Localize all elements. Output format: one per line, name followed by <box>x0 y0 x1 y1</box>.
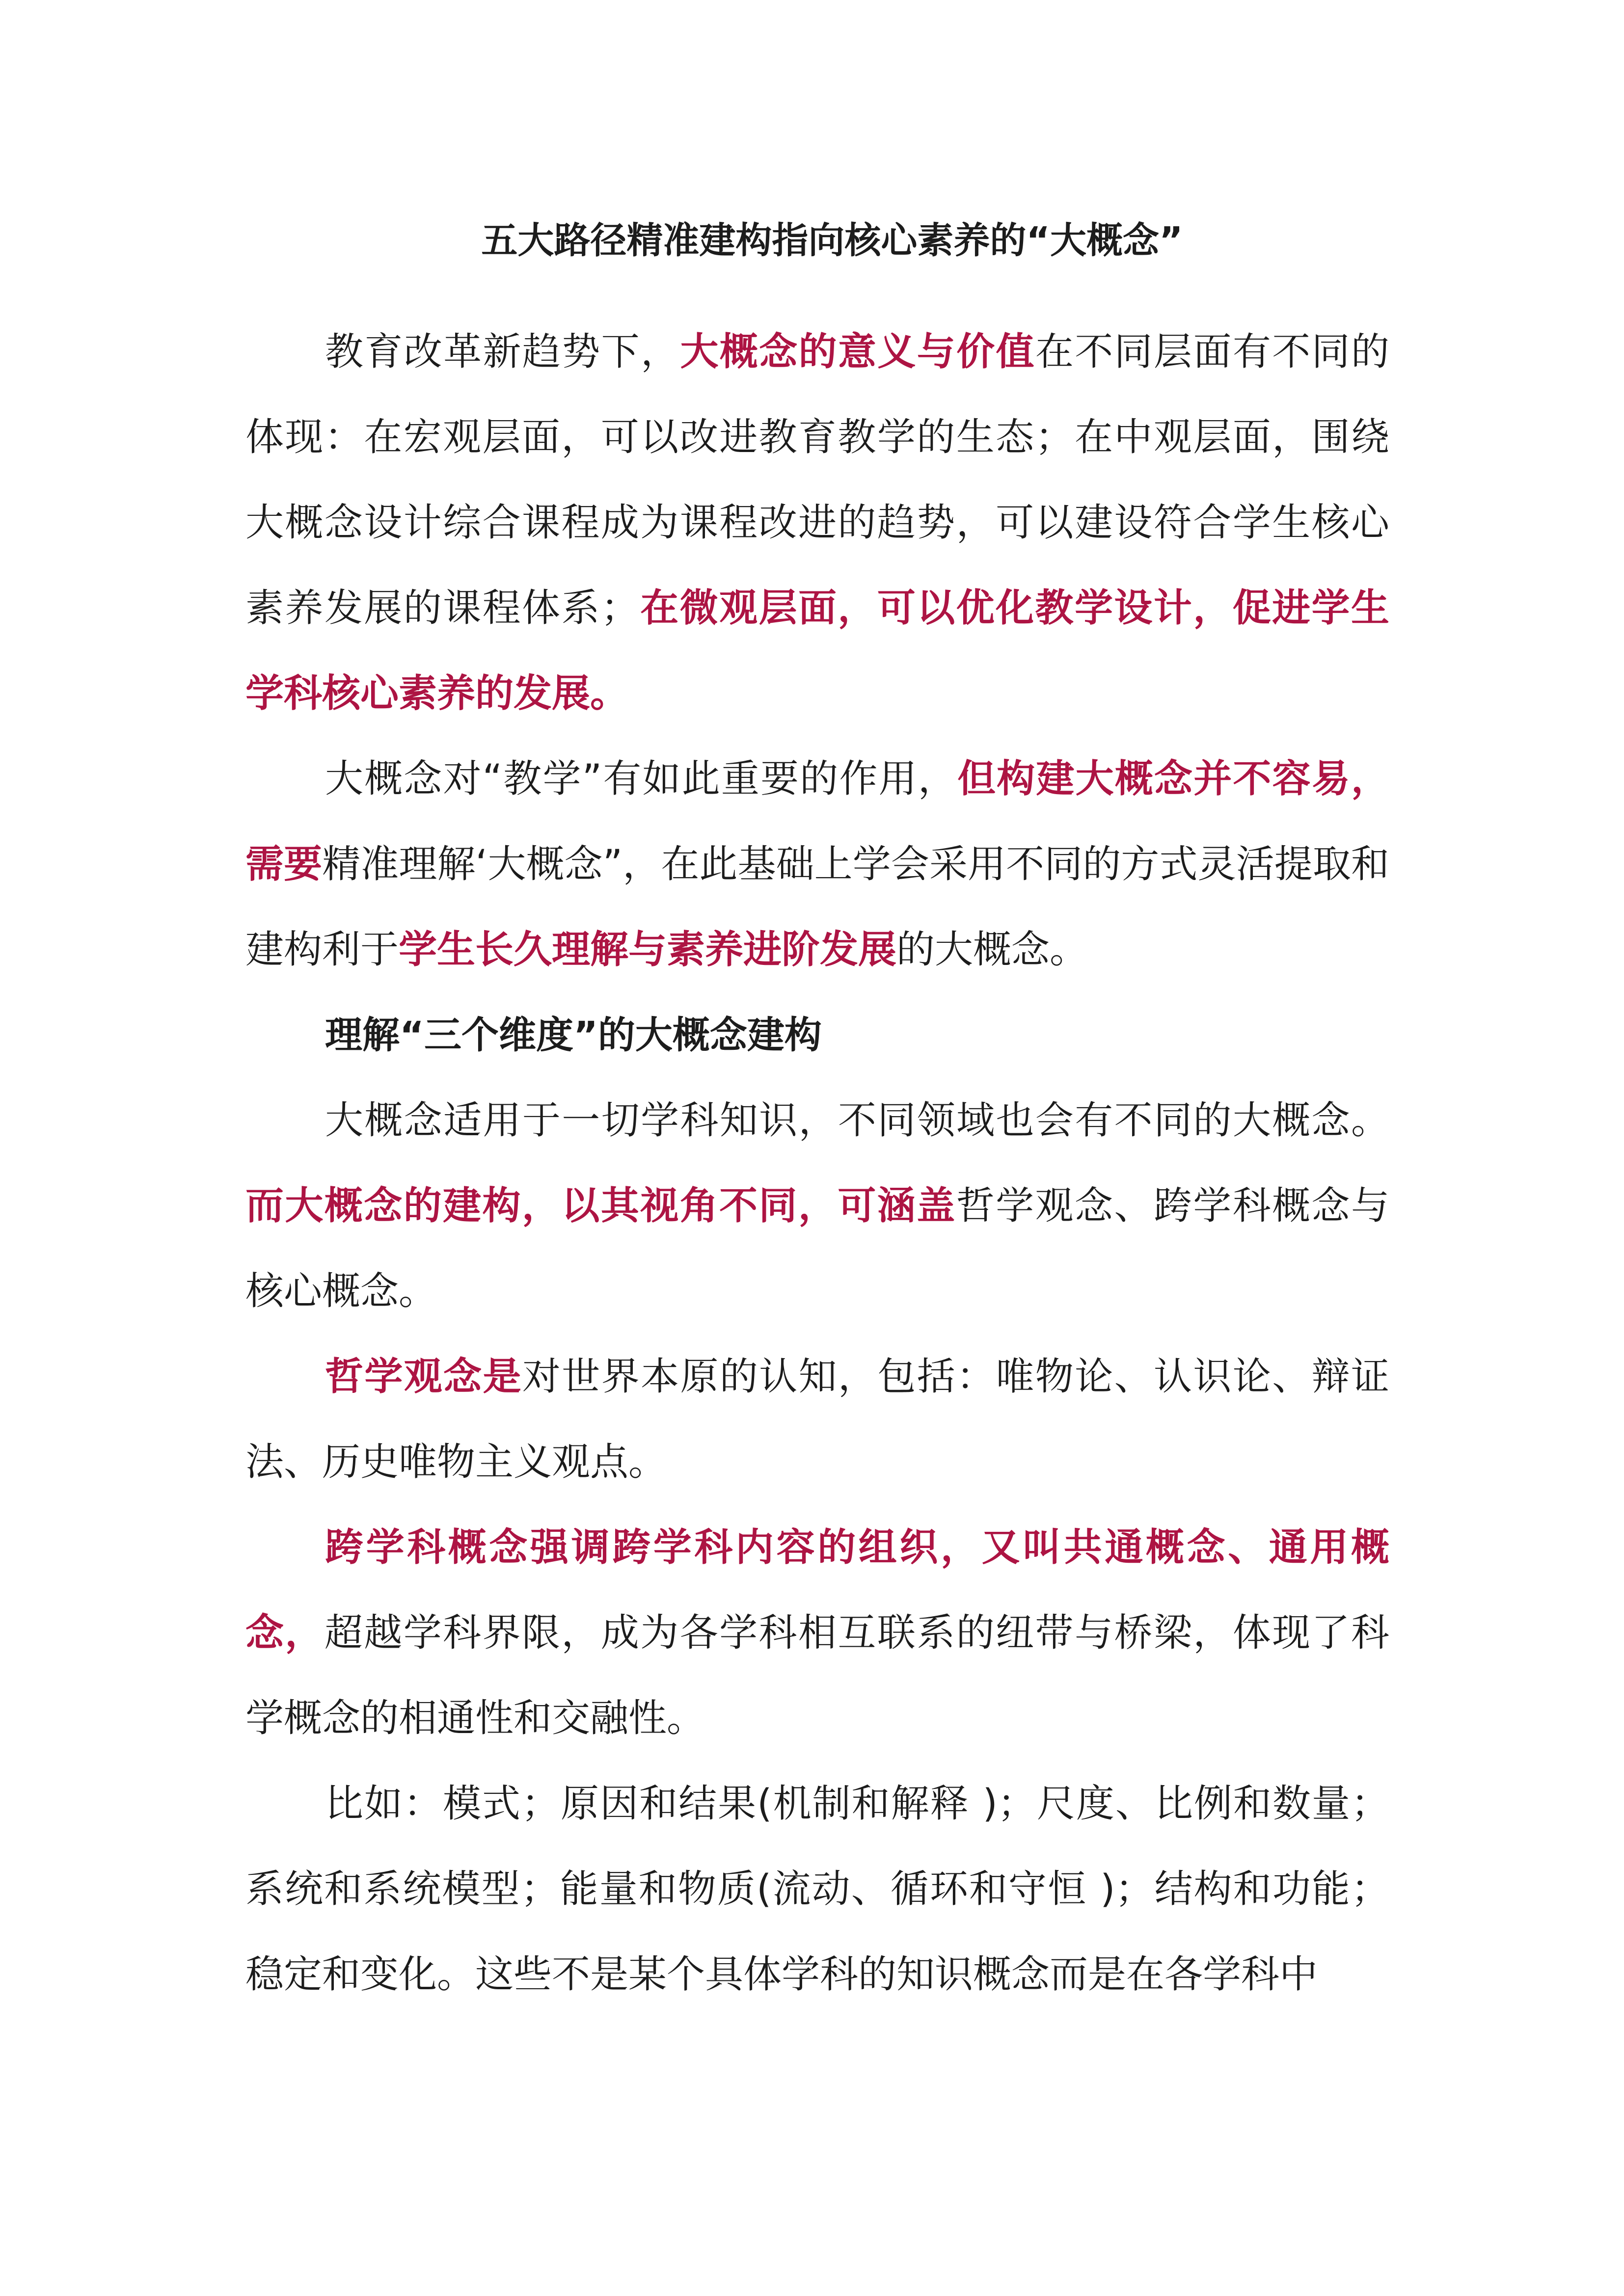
paragraph-examples <box>245 1761 1389 2017</box>
highlighted-text: 而大概念的建构，以其视角不同，可涵盖 <box>245 1184 956 1228</box>
paragraph-philosophy <box>245 1334 1389 1505</box>
paragraph-meaning-value <box>245 309 1389 736</box>
highlighted-text: 但构建大概念并不容易，需要 <box>245 757 1389 886</box>
text-run: 的大概念。 <box>896 928 1088 972</box>
document-page <box>245 216 1389 2017</box>
highlighted-text: 跨学科概念强调跨学科内容的组织，又叫共通概念、通用概念， <box>245 1525 1389 1655</box>
text-run: 比如：模式；原因和结果(机制和解释 )；尺度、比例和数量；系统和系统模型；能量和物质(流动、循环和守恒 )；结构和功能；稳定和变化。这些不是某个具体学科的知识概念而是在各学科中 <box>245 1782 1389 1997</box>
document-title: 五大路径精准建构指向核心素养的“大概念” <box>481 219 1183 262</box>
highlighted-text: 大概念的意义与价值 <box>680 330 1035 374</box>
section-heading-text: 理解“三个维度”的大概念建构 <box>325 1013 822 1057</box>
paragraph-crosscutting <box>245 1505 1389 1761</box>
paragraph-importance <box>245 736 1389 992</box>
highlighted-text: 学生长久理解与素养进阶发展 <box>399 928 897 972</box>
text-run: 对世界本原的认知，包括：唯物论、认识论、辩证法、历史唯物主义观点。 <box>245 1355 1389 1484</box>
paragraph-scope <box>245 1078 1389 1334</box>
text-run: 大概念对“教学”有如此重要的作用， <box>325 757 958 801</box>
text-run: 精准理解‘大概念”，在此基础上学会采用不同的方式灵活提取和建构利于 <box>245 842 1389 972</box>
text-run: 教育改革新趋势下， <box>325 330 680 374</box>
text-run: 大概念适用于一切学科知识，不同领域也会有不同的大概念。 <box>325 1098 1389 1143</box>
highlighted-text: 哲学观念是 <box>325 1355 522 1399</box>
text-run: 超越学科界限，成为各学科相互联系的纽带与桥梁，体现了科学概念的相通性和交融性。 <box>245 1611 1389 1740</box>
text-run: 在不同层面有不同的体现：在宏观层面，可以改进教育教学的生态；在中观层面，围绕大概念设计综合课程成为课程改进的趋势，可以建设符合学生核心素养发展的课程体系； <box>245 330 1389 630</box>
section-heading <box>245 992 1389 1078</box>
highlighted-text: 在微观层面，可以优化教学设计，促进学生学科核心素养的发展。 <box>245 586 1389 716</box>
text-run: 哲学观念、跨学科概念与核心概念。 <box>245 1184 1389 1313</box>
